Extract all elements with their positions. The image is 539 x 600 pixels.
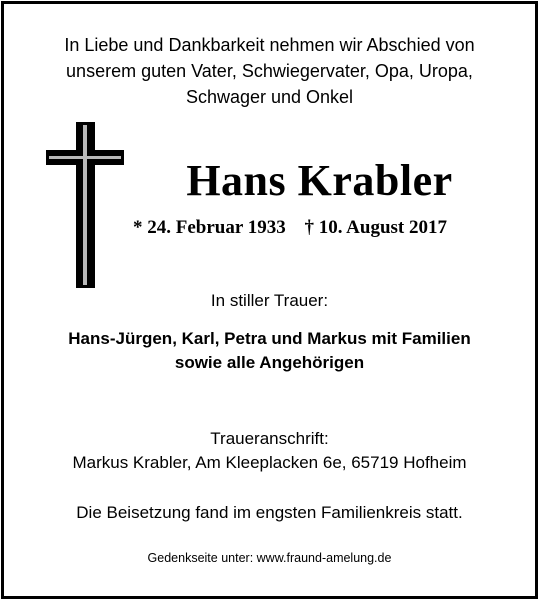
mourners-line: Hans-Jürgen, Karl, Petra und Markus mit Familien bbox=[68, 329, 471, 348]
death-date: † 10. August 2017 bbox=[304, 217, 447, 238]
burial-note: Die Beisetzung fand im engsten Familienkreis statt. bbox=[76, 503, 463, 522]
latin-cross-icon bbox=[46, 122, 126, 292]
deceased-name: Hans Krabler bbox=[186, 156, 453, 205]
address-label: Traueranschrift: bbox=[210, 429, 329, 448]
intro-text bbox=[0, 32, 539, 110]
mourners-line: sowie alle Angehörigen bbox=[174, 353, 365, 372]
intro-line: Schwager und Onkel bbox=[185, 87, 354, 107]
life-dates bbox=[133, 215, 493, 241]
mourners-list bbox=[0, 327, 539, 375]
memorial-page-link: Gedenkseite unter: www.fraund-amelung.de bbox=[147, 551, 392, 565]
intro-line: In Liebe und Dankbarkeit nehmen wir Abschied von bbox=[64, 35, 475, 55]
mourning-address: Markus Krabler, Am Kleeplacken 6e, 65719 Hofheim bbox=[72, 453, 467, 472]
birth-date: * 24. Februar 1933 bbox=[133, 217, 286, 238]
intro-line: unserem guten Vater, Schwiegervater, Opa, Uropa, bbox=[66, 61, 473, 81]
mourning-label: In stiller Trauer: bbox=[210, 291, 329, 310]
